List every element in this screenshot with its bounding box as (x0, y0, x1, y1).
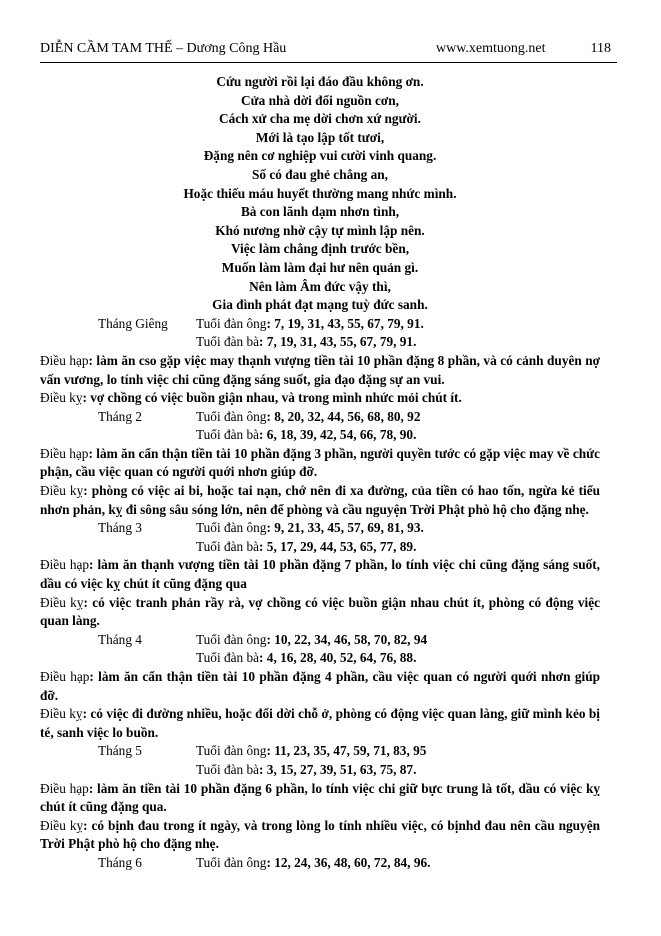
male-age-list: : 10, 22, 34, 46, 58, 70, 82, 94 (266, 631, 428, 647)
female-age-label: Tuổi đàn bà (196, 334, 260, 350)
poem-line: Nên làm Âm đức vậy thì, (249, 278, 391, 294)
male-age-row (40, 315, 600, 334)
poem-line: Cứu người rồi lại đáo đầu không ơn. (216, 74, 424, 89)
female-age-label: Tuổi đàn bà (196, 538, 260, 554)
book-title: DIỄN CẦM TAM THẾ – Dương Công Hầu (40, 41, 287, 56)
poem-line: Số có đau ghẻ chẳng an, (252, 166, 388, 182)
poem-line: Muốn làm làm đại hư nên quản gì. (221, 259, 419, 275)
favorable-label: Điều hạp (40, 352, 89, 368)
female-age-list: : 5, 17, 29, 44, 53, 65, 77, 89. (259, 538, 417, 554)
favorable-paragraph (40, 780, 600, 817)
poem-line: Cách xử cha mẹ dời chơn xứ người. (219, 111, 421, 127)
taboo-paragraph (40, 594, 600, 631)
favorable-text: : làm ăn cẩn thận tiền tài 10 phần đặng 4 phần, cầu việc quan có người quới nhơn giúp đỡ. (40, 669, 600, 703)
male-age-row (40, 854, 600, 873)
female-age-row (40, 761, 600, 780)
website-link[interactable]: www.xemtuong.net (436, 41, 546, 56)
favorable-text: : làm ăn thạnh vượng tiền tài 10 phần đặng 7 phần, lo tính việc chi cũng đặng sáng suốt, dầu có việc kỵ chút ít cũng đặng qua (40, 557, 601, 592)
taboo-paragraph (40, 482, 600, 519)
taboo-paragraph (40, 705, 600, 742)
poem-line: Bà con lãnh dạm nhơn tình, (240, 204, 400, 220)
female-age-row (40, 426, 600, 445)
favorable-label: Điều hạp (40, 557, 90, 573)
male-age-row (40, 631, 600, 650)
favorable-paragraph (40, 445, 600, 482)
female-age-list: : 6, 18, 39, 42, 54, 66, 78, 90. (259, 427, 417, 443)
male-age-row (40, 408, 600, 427)
taboo-text: : có việc tranh phản rầy rà, vợ chồng có việc buồn giận nhau chút ít, phòng có động việc quan làng. (40, 594, 600, 629)
male-age-label: Tuổi đàn ông (196, 408, 267, 424)
male-age-label: Tuổi đàn ông (196, 520, 267, 536)
page-number: 118 (590, 41, 611, 56)
month-label: Tháng Giêng (98, 315, 168, 331)
male-age-label: Tuổi đàn ông (196, 743, 267, 759)
female-age-row (40, 649, 600, 668)
female-age-label: Tuổi đàn bà (196, 650, 260, 666)
male-age-label: Tuổi đàn ông (196, 315, 267, 331)
page-header (40, 38, 617, 63)
male-age-list: : 9, 21, 33, 45, 57, 69, 81, 93. (266, 520, 424, 536)
poem-block (40, 73, 600, 315)
month-label: Tháng 3 (98, 520, 142, 536)
male-age-label: Tuổi đàn ông (196, 631, 267, 647)
taboo-text: : có bịnh đau trong ít ngày, và trong lòng lo tính nhiều việc, có bịnhd đau nên cầu nguyện Trời Phật phò hộ cho đặng nhẹ. (40, 817, 600, 852)
female-age-row (40, 333, 600, 352)
taboo-text: : có việc đi đường nhiều, hoặc đổi dời chỗ ở, phòng có động việc quan làng, giữ mình kẻo bị té, sanh việc lo buồn. (40, 706, 601, 740)
poem-line: Gia đình phát đạt mạng tuỳ đức sanh. (212, 297, 428, 313)
taboo-label: Điều kỵ (40, 594, 84, 610)
taboo-paragraph (40, 817, 600, 854)
male-age-list: : 8, 20, 32, 44, 56, 68, 80, 92 (266, 408, 421, 424)
male-age-label: Tuổi đàn ông (196, 854, 267, 870)
female-age-list: : 7, 19, 31, 43, 55, 67, 79, 91. (259, 334, 417, 350)
taboo-text: : phòng có việc ai bi, hoặc tai nạn, chớ nên đi xa đường, của tiền có hao tốn, ngừa kẻ tiểu nhơn phản, kỵ đi sông sâu sóng lớn, nên để phòng và cầu nguyện Trời Phật phò hộ cho đặng nhẹ. (40, 483, 601, 517)
female-age-list: : 4, 16, 28, 40, 52, 64, 76, 88. (259, 650, 417, 666)
month-label: Tháng 5 (98, 743, 142, 759)
taboo-label: Điều kỵ (40, 390, 83, 406)
female-age-row (40, 538, 600, 557)
male-age-list: : 12, 24, 36, 48, 60, 72, 84, 96. (266, 854, 431, 870)
taboo-paragraph (40, 389, 600, 408)
month-label: Tháng 4 (98, 631, 142, 647)
favorable-text: : làm ăn cso gặp việc may thạnh vượng tiền tài 10 phần đặng 8 phần, và có cảnh duyên nợ vấn vương, lo tính việc chi cũng đặng sáng suốt, gia đạo đặng sự an vui. (40, 352, 600, 387)
male-age-list: : 11, 23, 35, 47, 59, 71, 83, 95 (266, 743, 427, 759)
taboo-label: Điều kỵ (40, 483, 84, 499)
month-label: Tháng 6 (98, 854, 142, 870)
favorable-label: Điều hạp (40, 445, 89, 461)
taboo-text: : vợ chồng có việc buồn giận nhau, và trong mình nhức mỏi chút ít. (82, 390, 462, 406)
male-age-row (40, 519, 600, 538)
poem-line: Cửa nhà dời đổi nguồn cơn, (241, 92, 399, 108)
poem-line: Đặng nên cơ nghiệp vui cười vinh quang. (203, 148, 437, 164)
male-age-list: : 7, 19, 31, 43, 55, 67, 79, 91. (266, 315, 424, 331)
taboo-label: Điều kỵ (40, 706, 83, 722)
poem-line: Hoặc thiếu máu huyết thường mang nhức mình. (183, 185, 457, 201)
poem-line: Khó nương nhờ cậy tự mình lập nên. (215, 222, 425, 238)
taboo-label: Điều kỵ (40, 817, 84, 833)
favorable-text: : làm ăn tiền tài 10 phần đặng 6 phần, lo tính việc chi giữ bực trung là tốt, dầu có việc kỵ chút ít cũng đặng qua. (40, 780, 600, 815)
poem-line: Việc làm chẳng định trước bền, (230, 241, 410, 257)
favorable-label: Điều hạp (40, 780, 89, 796)
page-content (40, 73, 600, 873)
male-age-row (40, 742, 600, 761)
favorable-paragraph (40, 352, 600, 389)
female-age-label: Tuổi đàn bà (196, 427, 260, 443)
poem-line: Mới là tạo lập tốt tươi, (255, 129, 385, 145)
female-age-list: : 3, 15, 27, 39, 51, 63, 75, 87. (259, 761, 417, 777)
female-age-label: Tuổi đàn bà (196, 761, 260, 777)
favorable-text: : làm ăn cẩn thận tiền tài 10 phần đặng 3 phần, người quyền tước có gặp việc may về chức phận, cầu việc quan có người quới nhơn giúp đỡ. (40, 445, 600, 480)
favorable-paragraph (40, 556, 600, 593)
favorable-label: Điều hạp (40, 669, 90, 684)
month-label: Tháng 2 (98, 408, 142, 424)
favorable-paragraph (40, 668, 600, 705)
